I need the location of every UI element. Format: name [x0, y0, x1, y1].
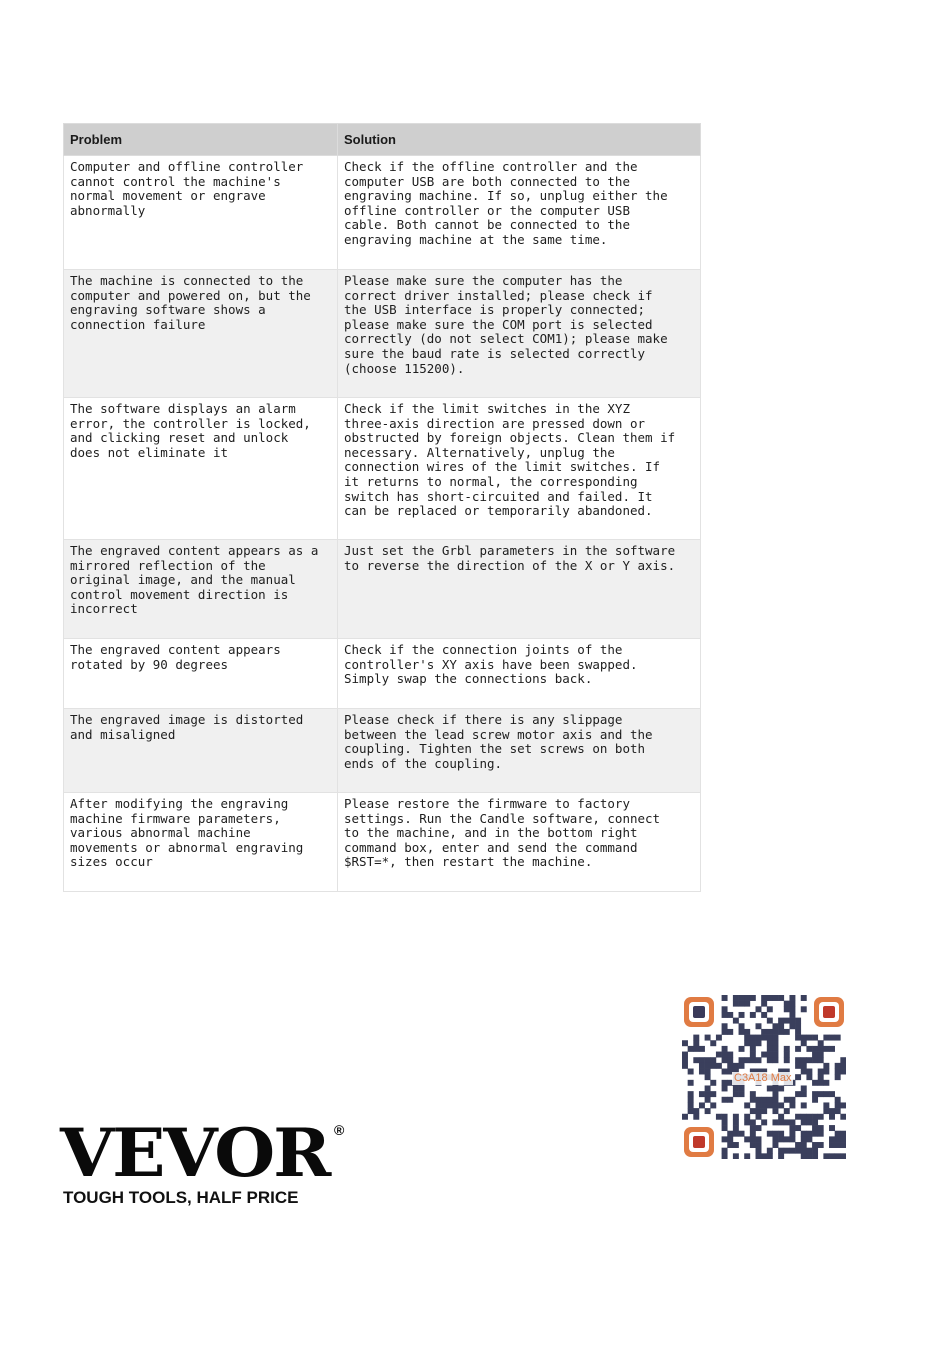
table-row	[64, 540, 701, 639]
solution-cell: Please make sure the computer has the correct driver installed; please check if the USB interface is properly connected; please make sure the COM port is selected correctly (do not select COM1); please make sure the baud rate is selected correctly (choose 115200).	[338, 270, 701, 398]
qr-finder-top-left	[684, 997, 714, 1027]
brand-tagline: TOUGH TOOLS, HALF PRICE	[63, 1188, 299, 1207]
solution-cell: Please restore the firmware to factory settings. Run the Candle software, connect to the machine, and in the bottom right command box, enter and send the command $RST=*, then restart the machine.	[338, 793, 701, 892]
problem-cell: The engraved image is distorted and misaligned	[64, 709, 338, 793]
table-row	[64, 709, 701, 793]
problem-cell: The software displays an alarm error, the controller is locked, and clicking reset and unlock does not eliminate it	[64, 398, 338, 540]
solution-cell: Please check if there is any slippage between the lead screw motor axis and the coupling. Tighten the set screws on both ends of the coupling.	[338, 709, 701, 793]
table-row	[64, 398, 701, 540]
qr-finder-top-right	[814, 997, 844, 1027]
table-row	[64, 270, 701, 398]
header-problem: Problem	[64, 124, 338, 156]
solution-cell: Check if the limit switches in the XYZ three-axis direction are pressed down or obstructed by foreign objects. Clean them if necessary. Alternatively, unplug the connection wires of the limit switches. If it returns to normal, the corresponding switch has short-circuited and failed. It can be replaced or temporarily abandoned.	[338, 398, 701, 540]
solution-cell: Just set the Grbl parameters in the software to reverse the direction of the X or Y axis.	[338, 540, 701, 639]
problem-cell: After modifying the engraving machine firmware parameters, various abnormal machine movements or abnormal engraving sizes occur	[64, 793, 338, 892]
table-row	[64, 156, 701, 270]
problem-cell: The engraved content appears rotated by 90 degrees	[64, 639, 338, 709]
troubleshooting-table	[63, 123, 701, 892]
qr-finder-bottom-left	[684, 1127, 714, 1157]
header-solution: Solution	[338, 124, 701, 156]
table-row	[64, 639, 701, 709]
logo-wordmark: VEVOR	[60, 1114, 330, 1192]
registered-mark: ®	[334, 1122, 345, 1138]
problem-cell: The machine is connected to the computer and powered on, but the engraving software shows a connection failure	[64, 270, 338, 398]
qr-model-label: C3A18 Max	[734, 1072, 792, 1084]
solution-cell: Check if the connection joints of the controller's XY axis have been swapped. Simply swap the connections back.	[338, 639, 701, 709]
solution-cell: Check if the offline controller and the computer USB are both connected to the engraving machine. If so, unplug either the offline controller or the computer USB cable. Both cannot be connected to the engraving machine at the same time.	[338, 156, 701, 270]
brand-logo	[60, 1114, 345, 1192]
table-header-row	[64, 124, 701, 156]
problem-cell: Computer and offline controller cannot control the machine's normal movement or engrave abnormally	[64, 156, 338, 270]
problem-cell: The engraved content appears as a mirrored reflection of the original image, and the manual control movement direction is incorrect	[64, 540, 338, 639]
table-row	[64, 793, 701, 892]
